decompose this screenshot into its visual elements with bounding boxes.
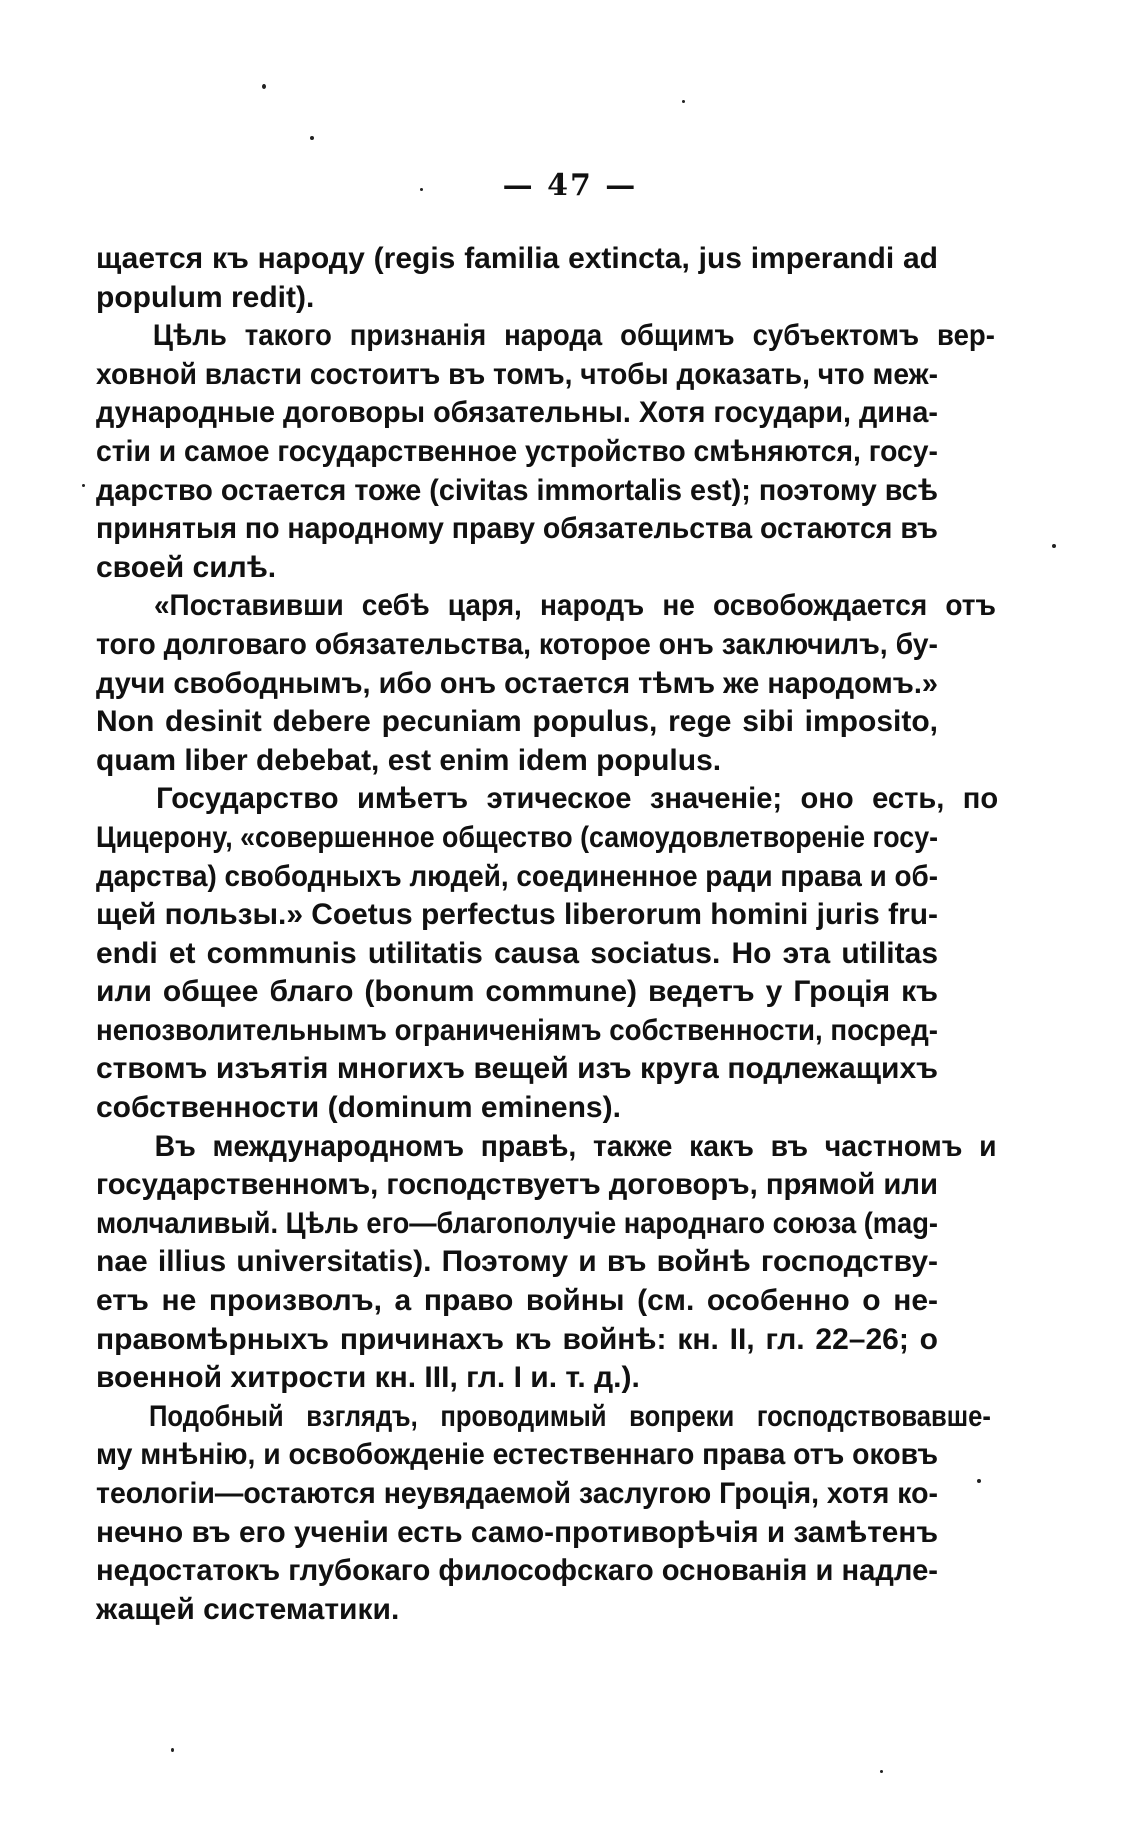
text-line: Подобный взглядъ, проводимый вопреки господствовавше- [148,1399,991,1433]
text-line: дарство остается тоже (civitas immortalis est); поэтому всѣ [96,473,938,507]
print-speck [880,1770,883,1773]
text-line: Цѣль такого признанія народа общимъ субъектомъ вер- [152,319,995,353]
text-line: принятыя по народному праву обязательства остаются въ [96,512,938,546]
text-line: правомѣрныхъ причинахъ къ войнѣ: кн. II, гл. 22–26; о [96,1322,938,1356]
print-speck [82,484,85,487]
body-text [96,240,999,1629]
print-speck [682,100,685,103]
text-line: дународные договоры обязательны. Хотя государи, дина- [96,396,938,430]
text-line: дучи свободнымъ, ибо онъ остается тѣмъ же народомъ.» [96,666,938,700]
text-line: етъ не произволъ, а право войны (см. особенно о не- [96,1284,938,1318]
text-line: недостатокъ глубокаго философскаго основанія и надле- [96,1554,939,1588]
text-line: endi et communis utilitatis causa sociatus. Но эта utilitas [96,936,938,970]
text-line: Государство имѣетъ этическое значеніе; оно есть, по [156,782,999,816]
text-line: nae illius universitatis). Поэтому и въ войнѣ господству- [96,1245,938,1279]
text-line: Цицерону, «совершенное общество (самоудовлетвореніе госу- [96,820,939,854]
text-line: нечно въ его ученіи есть само-противорѣчія и замѣтенъ [96,1515,939,1549]
text-line: щается къ народу (regis familia extincta, jus imperandi ad [96,242,938,275]
text-line: жащей систематики. [96,1592,400,1626]
text-line: ствомъ изъятія многихъ вещей изъ круга подлежащихъ [96,1052,938,1086]
text-line: стіи и самое государственное устройство смѣняются, госу- [96,434,938,468]
text-line: государственномъ, господствуетъ договоръ, прямой или [96,1168,938,1202]
print-speck [977,1479,981,1483]
text-line: молчаливый. Цѣль его—благополучіе народнаго союза (mag- [96,1206,938,1240]
text-line: quam liber debebat, est enim idem populus. [96,743,722,777]
text-line: непозволительнымъ ограниченіямъ собственности, посред- [96,1013,939,1047]
print-speck [310,136,314,140]
print-speck [262,84,266,89]
text-line: Non desinit debere pecuniam populus, rege sibi imposito, [96,705,938,739]
text-line: ховной власти состоитъ въ томъ, чтобы доказать, что меж- [96,357,938,391]
text-line: му мнѣнію, и освобожденіе естественнаго права отъ оковъ [96,1438,938,1472]
text-line: populum redit). [96,280,315,314]
text-line: или общее благо (bonum commune) ведетъ у Гроція къ [96,975,938,1009]
print-speck [171,1748,174,1752]
print-speck [1052,544,1056,548]
text-line: «Поставивши себѣ царя, народъ не освобождается отъ [153,589,996,623]
print-speck [420,188,423,191]
text-line: военной хитрости кн. III, гл. I и. т. д.). [96,1361,640,1395]
text-line: собственности (dominum eminens). [96,1091,621,1125]
page-number: — 47 — [502,168,638,203]
text-line: теологіи—остаются неувядаемой заслугою Гроція, хотя ко- [96,1477,939,1510]
text-line: щей пользы.» Coetus perfectus liberorum homini juris fru- [96,898,938,932]
text-line: Въ международномъ правѣ, также какъ въ частномъ и [154,1129,997,1163]
text-line: дарства) свободныхъ людей, соединенное ради права и об- [96,859,938,893]
text-line: своей силѣ. [96,550,277,584]
text-line: того долговаго обязательства, которое онъ заключилъ, бу- [96,627,939,661]
